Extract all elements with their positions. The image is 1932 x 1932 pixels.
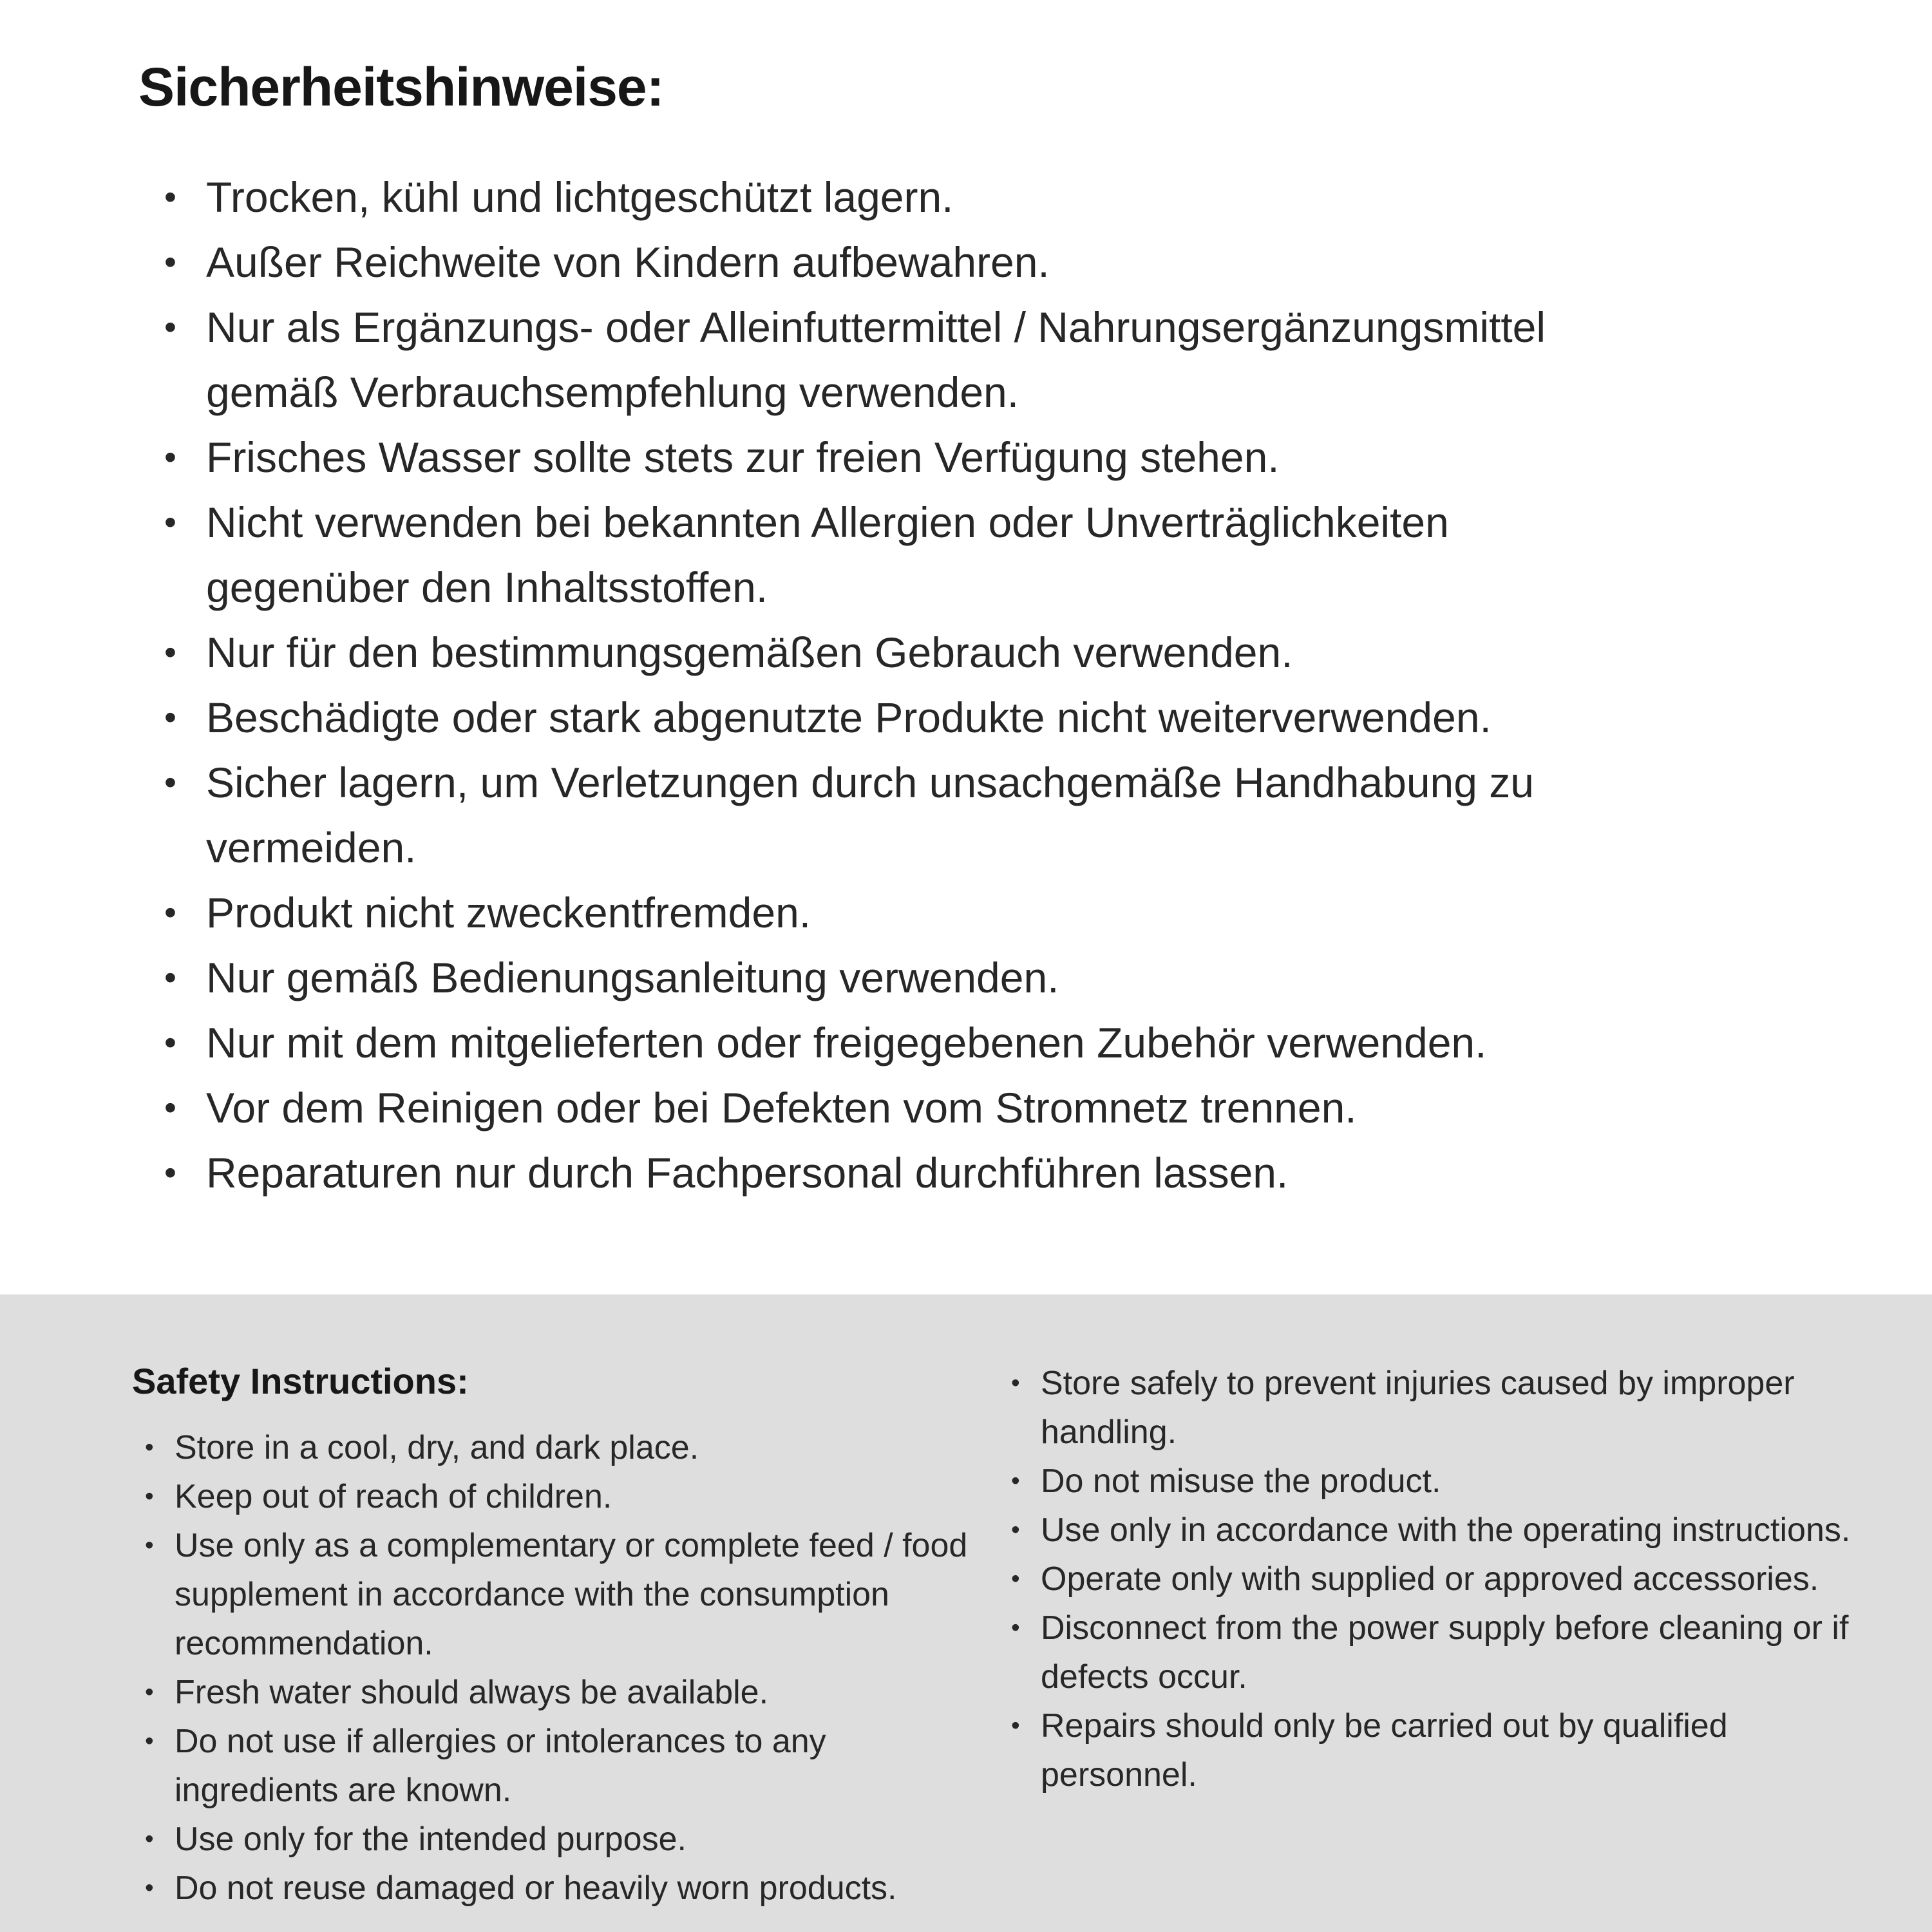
list-item-text: Do not reuse damaged or heavily worn products. xyxy=(175,1870,897,1907)
list-item-text: Sicher lagern, um Verletzungen durch unsachgemäße Handhabung zu vermeiden. xyxy=(206,758,1534,871)
list-item-text: Store safely to prevent injuries caused by improper handling. xyxy=(1041,1365,1795,1451)
list-item xyxy=(138,1141,1620,1206)
english-section xyxy=(0,1294,1932,1932)
list-item xyxy=(138,230,1620,295)
list-item xyxy=(145,1668,985,1717)
list-item xyxy=(1011,1506,1864,1555)
list-item-text: Nicht verwenden bei bekannten Allergien oder Unverträglichkeiten gegenüber den Inhaltsstoffen. xyxy=(206,498,1449,611)
list-item xyxy=(138,425,1620,490)
list-item-text: Nur gemäß Bedienungsanleitung verwenden. xyxy=(206,953,1059,1001)
bullet-icon: • xyxy=(164,762,176,802)
list-item-text: Keep out of reach of children. xyxy=(175,1478,612,1515)
list-item xyxy=(138,750,1620,880)
list-item xyxy=(145,1815,985,1864)
list-item xyxy=(138,880,1620,945)
german-safety-list xyxy=(138,165,1620,1206)
list-item-text: Do not misuse the product. xyxy=(1041,1463,1441,1500)
bullet-icon: • xyxy=(164,958,176,997)
list-item xyxy=(1011,1701,1864,1799)
list-item-text: Use only in accordance with the operating instructions. xyxy=(1041,1511,1851,1549)
bullet-icon: • xyxy=(145,1825,154,1853)
bullet-icon: • xyxy=(164,1153,176,1192)
english-left-column xyxy=(132,1359,998,1913)
list-item-text: Nur für den bestimmungsgemäßen Gebrauch verwenden. xyxy=(206,628,1293,676)
list-item-text: Disconnect from the power supply before cleaning or if defects occur. xyxy=(1041,1609,1849,1696)
list-item xyxy=(138,1010,1620,1075)
bullet-icon: • xyxy=(1011,1467,1020,1495)
list-item xyxy=(1011,1457,1864,1506)
list-item xyxy=(145,1423,985,1472)
list-item-text: Fresh water should always be available. xyxy=(175,1674,769,1711)
list-item xyxy=(138,1075,1620,1141)
list-item-text: Produkt nicht zweckentfremden. xyxy=(206,888,811,936)
list-item-text: Use only for the intended purpose. xyxy=(175,1821,687,1858)
list-item xyxy=(138,685,1620,750)
bullet-icon: • xyxy=(1011,1614,1020,1642)
bullet-icon: • xyxy=(164,307,176,346)
bullet-icon: • xyxy=(145,1678,154,1706)
list-item-text: Operate only with supplied or approved accessories. xyxy=(1041,1560,1819,1598)
bullet-icon: • xyxy=(145,1874,154,1902)
list-item-text: Do not use if allergies or intolerances to any ingredients are known. xyxy=(175,1723,826,1809)
list-item-text: Use only as a complementary or complete feed / food supplement in accordance with the consumption recommendation. xyxy=(175,1527,968,1662)
bullet-icon: • xyxy=(164,437,176,477)
list-item-text: Außer Reichweite von Kindern aufbewahren. xyxy=(206,238,1050,286)
list-item-text: Nur mit dem mitgelieferten oder freigegebenen Zubehör verwenden. xyxy=(206,1018,1487,1066)
list-item-text: Reparaturen nur durch Fachpersonal durchführen lassen. xyxy=(206,1148,1289,1197)
list-item xyxy=(145,1717,985,1815)
list-item xyxy=(145,1864,985,1913)
list-item-text: Frisches Wasser sollte stets zur freien Verfügung stehen. xyxy=(206,433,1280,481)
bullet-icon: • xyxy=(164,1088,176,1127)
bullet-icon: • xyxy=(145,1531,154,1559)
bullet-icon: • xyxy=(164,1023,176,1062)
list-item xyxy=(145,1472,985,1521)
list-item xyxy=(1011,1359,1864,1457)
english-right-column xyxy=(1011,1359,1877,1799)
bullet-icon: • xyxy=(164,242,176,281)
list-item-text: Store in a cool, dry, and dark place. xyxy=(175,1429,699,1466)
list-item xyxy=(1011,1604,1864,1701)
bullet-icon: • xyxy=(164,502,176,542)
list-item-text: Trocken, kühl und lichtgeschützt lagern. xyxy=(206,173,954,221)
list-item xyxy=(138,620,1620,685)
bullet-icon: • xyxy=(164,697,176,737)
list-item xyxy=(138,490,1620,620)
bullet-icon: • xyxy=(145,1434,154,1461)
bullet-icon: • xyxy=(1011,1712,1020,1739)
list-item xyxy=(138,165,1620,230)
german-section-title: Sicherheitshinweise: xyxy=(138,57,664,117)
bullet-icon: • xyxy=(1011,1516,1020,1544)
bullet-icon: • xyxy=(1011,1565,1020,1593)
bullet-icon: • xyxy=(1011,1369,1020,1397)
list-item-text: Vor dem Reinigen oder bei Defekten vom Stromnetz trennen. xyxy=(206,1083,1357,1132)
english-section-title: Safety Instructions: xyxy=(132,1361,469,1401)
list-item xyxy=(1011,1555,1864,1604)
english-safety-list-left xyxy=(145,1423,985,1913)
list-item-text: Beschädigte oder stark abgenutzte Produkte nicht weiterverwenden. xyxy=(206,693,1492,741)
list-item xyxy=(138,945,1620,1010)
list-item-text: Nur als Ergänzungs- oder Alleinfuttermittel / Nahrungsergänzungsmittel gemäß Verbrauchsempfehlung verwenden. xyxy=(206,303,1546,416)
list-item-text: Repairs should only be carried out by qualified personnel. xyxy=(1041,1707,1728,1794)
english-safety-list-right xyxy=(1011,1359,1864,1799)
bullet-icon: • xyxy=(164,632,176,672)
bullet-icon: • xyxy=(145,1727,154,1755)
list-item xyxy=(145,1521,985,1668)
bullet-icon: • xyxy=(164,893,176,932)
bullet-icon: • xyxy=(145,1482,154,1510)
bullet-icon: • xyxy=(164,177,176,216)
list-item xyxy=(138,295,1620,425)
